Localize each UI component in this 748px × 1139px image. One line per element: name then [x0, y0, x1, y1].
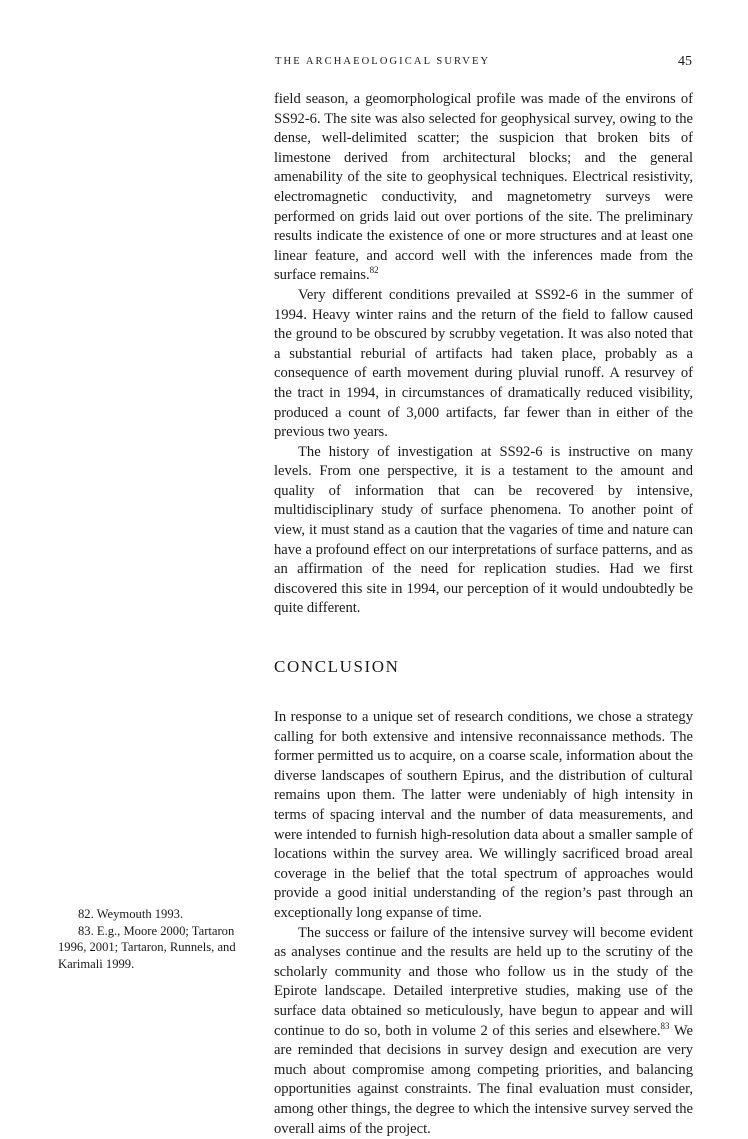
footnote: 82. Weymouth 1993.: [78, 907, 184, 921]
paragraph: In response to a unique set of research conditions, we chose a strategy calling for both extensive and intensive reconnaissance methods. The former permitted us to acquire, on a coarse scale, information about the diverse landscapes of southern Epirus, and the distribution of cultural remains upon them. The latter were undeniably of high intensity in terms of spacing interval and the number of data measurements, and were intended to furnish high-resolution data about a smaller sample of locations within the survey area. We willingly sacrificed broad areal coverage in the belief that the total spectrum of approaches would provide a good initial understanding of the region’s past through an exceptionally long expanse of time.: [274, 709, 693, 921]
footnote-ref[interactable]: 83: [660, 1020, 670, 1031]
paragraph-text: We are reminded that decisions in survey design and execution are very much about compromise among competing priorities, and balancing opportunities against constraints. The final evaluation must consider, among other things, the degree to which the intensive survey served the overall aims of the project.: [274, 1022, 694, 1137]
paragraph: [274, 924, 693, 1139]
footnote: 83. E.g., Moore 2000; Tartaron 1996, 2001; Tartaron, Runnels, and Karimali 1999.: [58, 923, 236, 971]
page-number: 45: [678, 54, 692, 69]
paragraph: [274, 90, 693, 286]
footnote-ref[interactable]: 82: [369, 265, 379, 276]
main-text: [274, 90, 693, 1139]
paragraph: The history of investigation at SS92-6 is instructive on many levels. From one perspective, it is a testament to the amount and quality of information that can be recovered by intensive, multidisciplinary study of surface phenomena. To another point of view, it must stand as a caution that the vagaries of time and nature can have a profound effect on our interpretations of surface patterns, and as an affirmation of the need for replication studies. Had we first discovered this site in 1994, our perception of it would undoubtedly be quite different.: [274, 443, 693, 617]
running-head: THE ARCHAEOLOGICAL SURVEY: [275, 56, 491, 67]
paragraph: Very different conditions prevailed at SS92-6 in the summer of 1994. Heavy winter rains and the return of the field to fallow caused the ground to be obscured by scrubby vegetation. It was also noted that a substantial reburial of artifacts had taken place, probably as a consequence of earth movement during pluvial runoff. A resurvey of the tract in 1994, in circumstances of dramatically reduced visibility, produced a count of 3,000 artifacts, far fewer than in either of the previous two years.: [274, 286, 693, 441]
footnotes: [58, 906, 254, 972]
paragraph-text: field season, a geomorphological profile was made of the environs of SS92-6. The site was also selected for geophysical survey, owing to the dense, well-delimited scatter; the suspicion that broken bits of limestone derived from architectural blocks; and the general amenability of the site to geophysical techniques. Electrical resistivity, electromagnetic conductivity, and magnetometry surveys were performed on grids laid out over portions of the site. The preliminary results indicate the existence of one or more structures and at least one linear feature, and accord well with the inferences made from the surface remains.: [274, 91, 693, 284]
section-heading: CONCLUSION: [274, 657, 400, 677]
paragraph-text: The success or failure of the intensive survey will become evident as analyses continue and the results are held up to the scrutiny of the scholarly community and those who follow us in the study of the Epirote landscape. Detailed interpretive studies, making use of the surface data obtained so meticulously, have begun to appear and will continue to do so, both in volume 2 of this series and elsewhere.: [274, 924, 693, 1039]
